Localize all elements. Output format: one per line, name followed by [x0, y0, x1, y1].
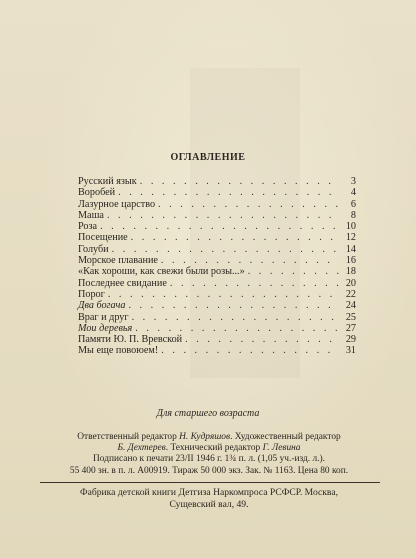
leader-dots — [161, 255, 339, 266]
toc-entry-page: 22 — [345, 288, 356, 300]
age-note: Для старшего возраста — [156, 408, 260, 419]
toc-entry[interactable] — [78, 199, 356, 210]
toc-entry-title: Два богача — [78, 300, 126, 312]
toc-entry-page: 3 — [350, 176, 356, 187]
toc-entry-title: Мои деревья — [78, 322, 133, 334]
toc-entry[interactable] — [78, 266, 356, 277]
toc-entry-page: 29 — [345, 334, 356, 346]
toc-entry-page: 14 — [345, 243, 356, 255]
leader-dots — [185, 334, 339, 345]
toc-entry[interactable] — [78, 221, 356, 232]
toc-entry-title: Воробей — [78, 187, 116, 199]
printer-line-2: Сущевский вал, 49. — [169, 499, 249, 510]
toc-entry-title: Морское плавание — [78, 255, 158, 267]
toc-entry-title: Порог — [78, 288, 105, 300]
imprint-text: . Художественный редактор — [230, 432, 341, 442]
toc-entry-title: Памяти Ю. П. Вревской — [78, 334, 183, 346]
leader-dots — [118, 187, 339, 198]
toc-entry-page: 6 — [350, 198, 356, 210]
toc-entry[interactable] — [78, 334, 356, 345]
toc-entry[interactable] — [78, 289, 356, 300]
imprint-block — [28, 432, 390, 477]
toc-entry-title: Лазурное царство — [78, 198, 156, 210]
toc-entry[interactable] — [78, 300, 356, 311]
table-of-contents — [78, 176, 356, 357]
editor-name: Н. Кудряшов — [179, 432, 231, 442]
toc-entry[interactable] — [78, 210, 356, 221]
printer-line-1: Фабрика детской книги Детгиза Наркомпроса РСФСР. Москва, — [80, 487, 338, 498]
leader-dots — [170, 278, 339, 289]
toc-entry[interactable] — [78, 323, 356, 334]
toc-entry-title: Враг и друг — [78, 311, 129, 323]
toc-heading: ОГЛАВЛЕНИЕ — [170, 152, 246, 163]
imprint-line-signed: Подписано к печати 23/II 1946 г. 1¾ п. л. (1,05 уч.-изд. л.). — [93, 454, 325, 465]
leader-dots — [132, 312, 339, 323]
art-editor-name: Б. Дехтерев — [117, 443, 166, 454]
leader-dots — [108, 289, 339, 300]
imprint-line-editors-2 — [28, 443, 390, 454]
toc-entry-title: «Как хороши, как свежи были розы...» — [78, 266, 245, 278]
leader-dots — [158, 199, 339, 210]
printer-block — [28, 487, 390, 511]
toc-entry[interactable] — [78, 345, 356, 356]
leader-dots — [131, 232, 339, 243]
imprint-text: . Технический редактор — [165, 443, 263, 454]
leader-dots — [248, 266, 339, 277]
leader-dots — [100, 221, 339, 232]
toc-entry-title: Последнее свидание — [78, 277, 167, 289]
leader-dots — [112, 244, 339, 255]
toc-entry-page: 4 — [350, 187, 356, 199]
toc-entry-title: Русский язык — [78, 176, 137, 187]
toc-entry-title: Мы еще повоюем! — [78, 345, 159, 357]
imprint-line-editors — [28, 432, 390, 443]
toc-entry[interactable] — [78, 278, 356, 289]
divider — [40, 482, 380, 483]
toc-entry[interactable] — [78, 244, 356, 255]
toc-entry-title: Роза — [78, 221, 98, 233]
toc-entry-page: 8 — [350, 209, 356, 221]
toc-entry-page: 27 — [345, 322, 356, 334]
toc-entry[interactable] — [78, 176, 356, 187]
leader-dots — [140, 176, 339, 187]
toc-entry-page: 31 — [345, 345, 356, 357]
leader-dots — [128, 300, 339, 311]
toc-entry[interactable] — [78, 232, 356, 243]
imprint-text: Ответственный редактор — [77, 432, 180, 442]
leader-dots — [161, 345, 339, 356]
toc-entry-page: 12 — [345, 232, 356, 244]
toc-entry[interactable] — [78, 255, 356, 266]
toc-entry-title: Голуби — [78, 243, 109, 255]
toc-entry-page: 24 — [345, 300, 356, 312]
toc-entry-page: 10 — [345, 221, 356, 233]
toc-entry-page: 18 — [345, 266, 356, 278]
toc-entry-title: Посещение — [78, 232, 128, 244]
imprint-line-print-run: 55 400 зн. в п. л. А00919. Тираж 50 000 экз. Зак. № 1163. Цена 80 коп. — [69, 465, 349, 476]
toc-entry[interactable] — [78, 187, 356, 198]
toc-entry[interactable] — [78, 312, 356, 323]
leader-dots — [107, 210, 339, 221]
toc-entry-page: 20 — [345, 277, 356, 289]
toc-entry-page: 16 — [345, 255, 356, 267]
toc-entry-page: 25 — [345, 311, 356, 323]
leader-dots — [135, 323, 339, 334]
tech-editor-name: Г. Левина — [262, 443, 301, 454]
toc-entry-title: Маша — [78, 209, 104, 221]
